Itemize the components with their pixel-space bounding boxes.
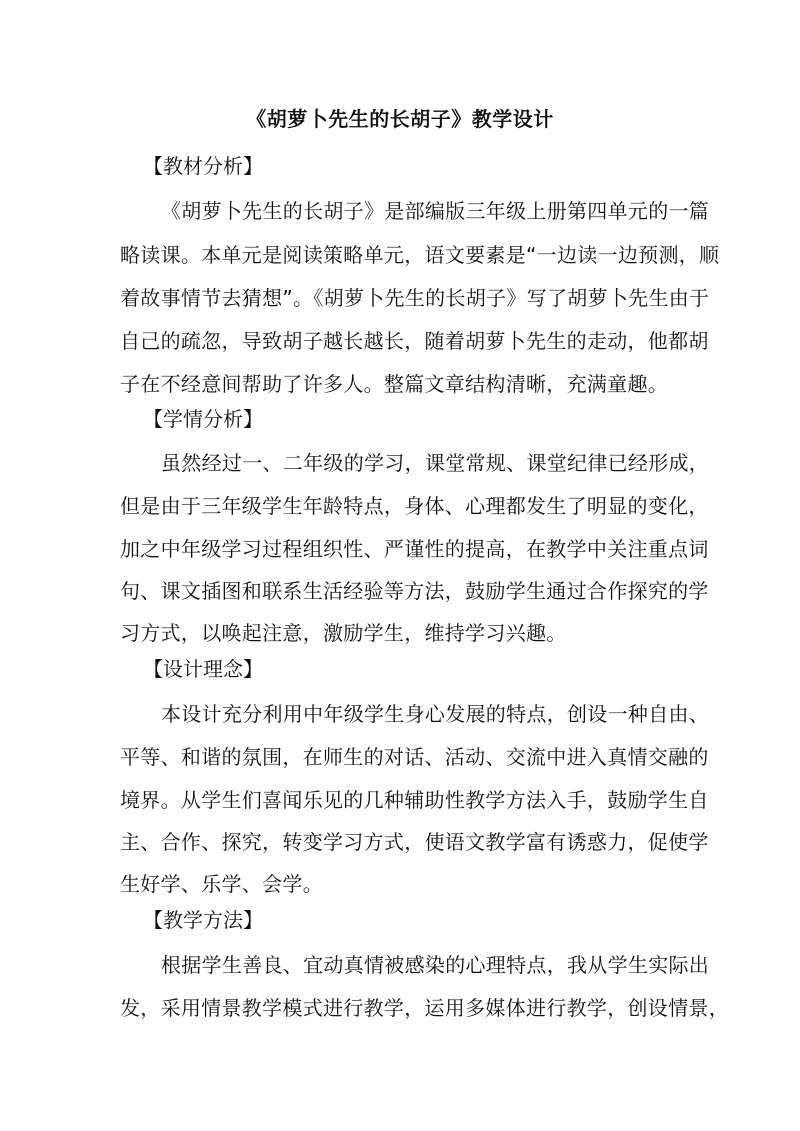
paragraph-line: 虽然经过一、二年级的学习，课堂常规、课堂纪律已经形成， (161, 451, 710, 475)
paragraph-line: 本设计充分利用中年级学生身心发展的特点，创设一种自由、 (161, 702, 710, 726)
paragraph-line: 平等、和谐的氛围，在师生的对话、活动、交流中进入真情交融的 (120, 745, 709, 769)
paragraph-line: 略读课。本单元是阅读策略单元，语文要素是“一边读一边预测，顺 (120, 243, 720, 267)
section-heading-learner-analysis: 【学情分析】 (143, 407, 263, 431)
paragraph-line: 生好学、乐学、会学。 (120, 872, 323, 896)
paragraph-line: 自己的疏忽，导致胡子越长越长，随着胡萝卜先生的走动，他都胡 (120, 329, 709, 353)
paragraph-line: 习方式，以唤起注意，激励学生，维持学习兴趣。 (120, 621, 567, 645)
paragraph-line: 发，采用情景教学模式进行教学，运用多媒体进行教学，创设情景， (120, 996, 729, 1020)
paragraph-line: 着故事情节去猜想”。《胡萝卜先生的长胡子》写了胡萝卜先生由于 (120, 286, 710, 310)
paragraph-line: 根据学生善良、宜动真情被感染的心理特点，我从学生实际出 (161, 953, 710, 977)
paragraph-line: 但是由于三年级学生年龄特点，身体、心理都发生了明显的变化， (120, 494, 709, 518)
paragraph-line: 句、课文插图和联系生活经验等方法，鼓励学生通过合作探究的学 (120, 579, 709, 603)
section-heading-design-concept: 【设计理念】 (143, 657, 263, 681)
paragraph-line: 境界。从学生们喜闻乐见的几种辅助性教学方法入手，鼓励学生自 (120, 788, 709, 812)
paragraph-line: 《胡萝卜先生的长胡子》是部编版三年级上册第四单元的一篇 (161, 199, 710, 223)
section-heading-teaching-methods: 【教学方法】 (143, 908, 263, 932)
paragraph-line: 子在不经意间帮助了许多人。整篇文章结构清晰，充满童趣。 (120, 372, 669, 396)
page-title: 《胡萝卜先生的长胡子》教学设计 (246, 107, 554, 131)
section-heading-textbook-analysis: 【教材分析】 (143, 154, 263, 178)
paragraph-line: 加之中年级学习过程组织性、严谨性的提高，在教学中关注重点词 (120, 537, 709, 561)
paragraph-line: 主、合作、探究，转变学习方式，使语文教学富有诱惑力，促使学 (120, 830, 709, 854)
